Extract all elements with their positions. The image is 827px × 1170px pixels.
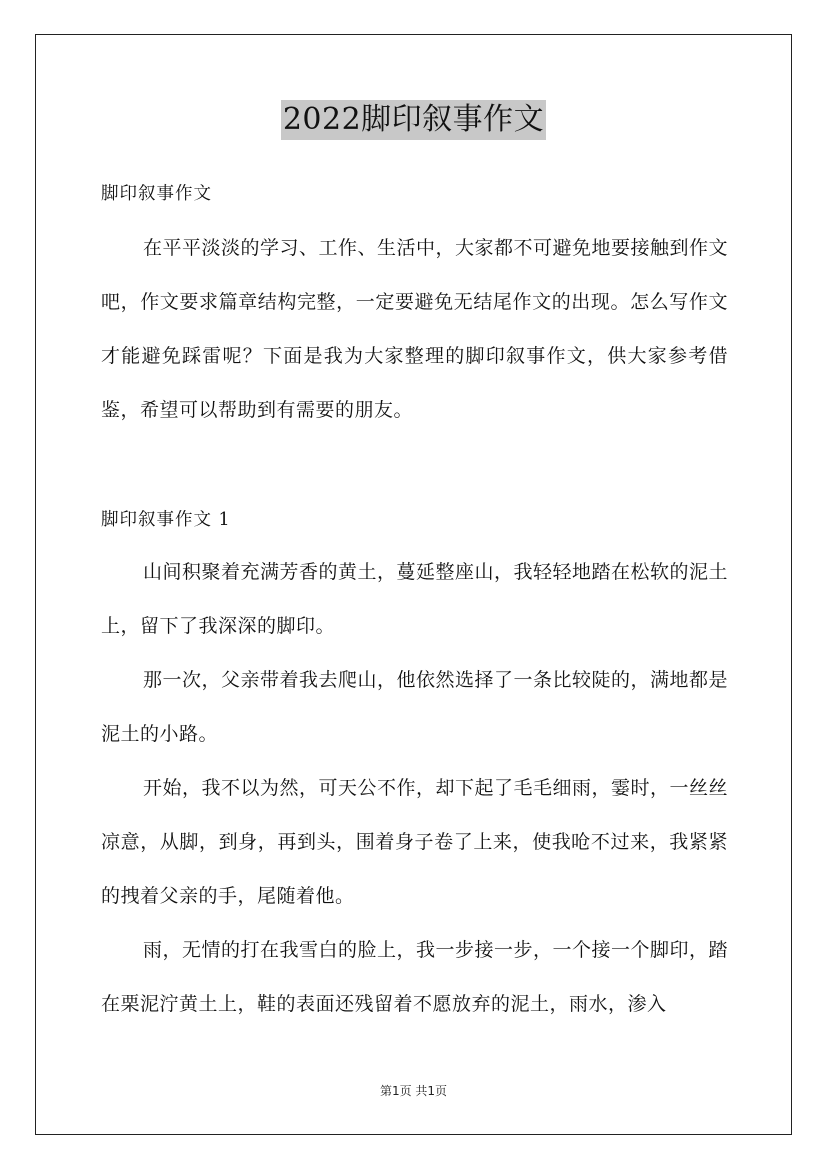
section1-paragraph-1: 山间积聚着充满芳香的黄土，蔓延整座山，我轻轻地踏在松软的泥土上，留下了我深深的脚印。: [101, 561, 729, 637]
intro-paragraph: 在平平淡淡的学习、工作、生活中，大家都不可避免地要接触到作文吧，作文要求篇章结构完整，一定要避免无结尾作文的出现。怎么写作文才能避免踩雷呢？下面是我为大家整理的脚印叙事作文，供大家参考借鉴，希望可以帮助到有需要的朋友。: [101, 237, 729, 421]
title-container: [0, 100, 827, 140]
page-indicator: 第1页 共1页: [379, 1084, 448, 1098]
section1-paragraph-4: 雨，无情的打在我雪白的脸上，我一步接一步，一个接一个脚印，踏在栗泥泞黄土上，鞋的表面还残留着不愿放弃的泥土，雨水，渗入: [101, 939, 729, 1015]
section1-paragraph-3: 开始，我不以为然，可天公不作，却下起了毛毛细雨，霎时，一丝丝凉意，从脚，到身，再到头，围着身子卷了上来，使我呛不过来，我紧紧的拽着父亲的手，尾随着他。: [101, 777, 729, 907]
section1-paragraph-2: 那一次，父亲带着我去爬山，他依然选择了一条比较陡的，满地都是泥土的小路。: [101, 669, 729, 745]
section1-heading: 脚印叙事作文 1: [101, 510, 231, 530]
intro-heading: 脚印叙事作文: [101, 184, 212, 204]
document-title: 2022脚印叙事作文: [281, 100, 546, 140]
